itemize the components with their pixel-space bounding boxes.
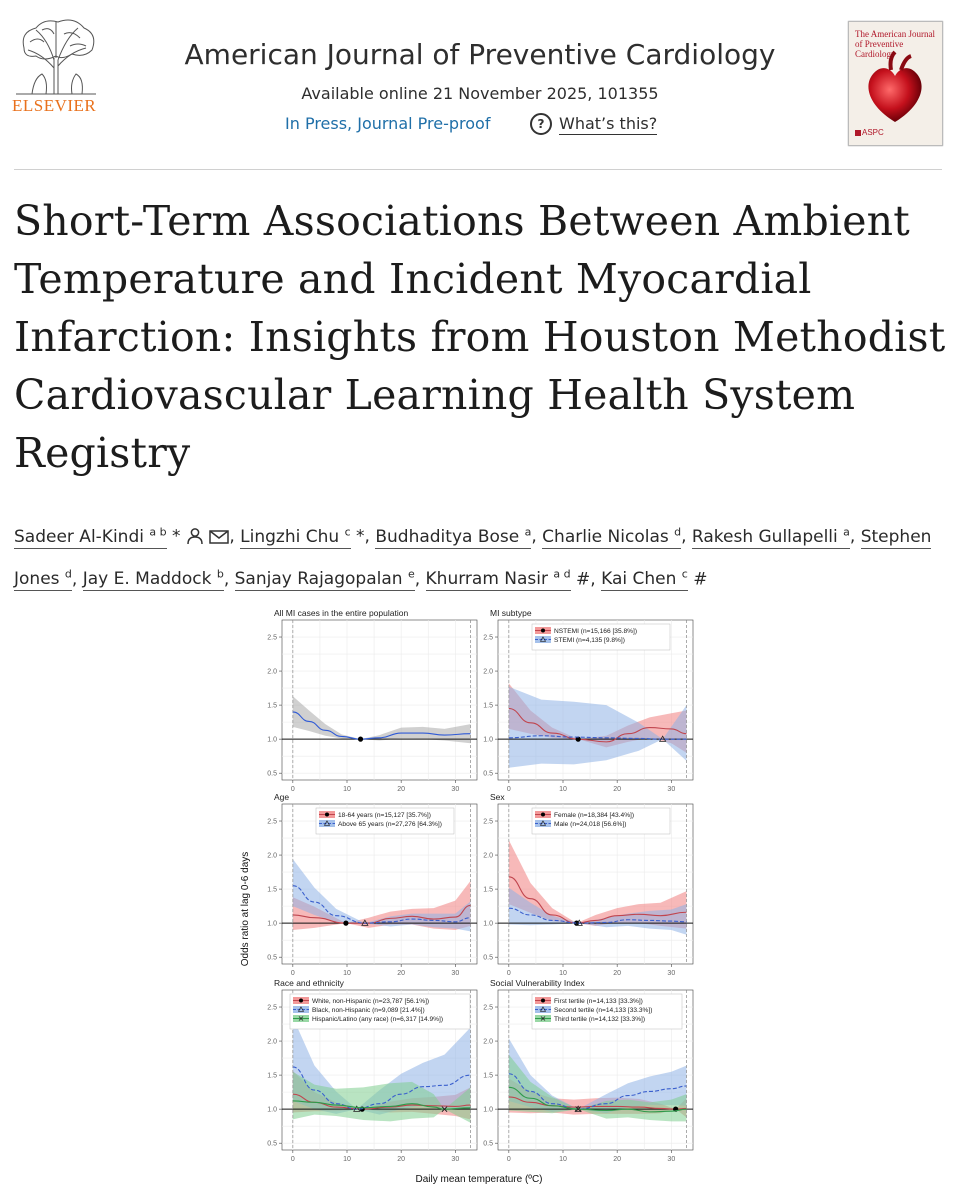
author-name[interactable]: Jay E. Maddock $^b$	[82, 567, 224, 590]
affiliation-marker[interactable]: a	[524, 525, 532, 538]
author-1[interactable]	[14, 527, 229, 549]
panel-5	[267, 978, 477, 1163]
legend-label: Above 65 years (n=27,276 [64.3%])	[338, 821, 442, 828]
y-axis-label: Odds ratio at lag 0-6 days	[240, 851, 251, 967]
y-tick-label: 2.0	[483, 852, 493, 860]
panel-title: Sex	[490, 792, 505, 802]
panel-title: All MI cases in the entire population	[274, 608, 409, 618]
legend-label: NSTEMI (n=15,166 [35.8%])	[554, 628, 638, 635]
email-icon[interactable]	[209, 529, 229, 545]
author-name[interactable]: Kai Chen $^c$	[601, 567, 688, 590]
x-tick-label: 10	[343, 1156, 351, 1163]
author-note-marker: *	[350, 526, 365, 547]
whats-this-link[interactable]: What’s this?	[559, 114, 658, 133]
y-tick-label: 0.5	[483, 1140, 493, 1148]
affiliation-marker[interactable]: c	[681, 567, 688, 581]
x-tick-label: 10	[343, 786, 351, 793]
author-note-marker: #	[570, 569, 591, 590]
online-date: Available online 21 November 2025, 101355	[301, 84, 659, 103]
panel-title: Race and ethnicity	[274, 978, 344, 988]
legend-marker	[541, 999, 545, 1003]
y-tick-label: 2.0	[483, 668, 493, 676]
x-tick-label: 0	[290, 970, 295, 977]
legend-label: Hispanic/Latino (any race) (n=6,317 [14.9%])	[312, 1016, 444, 1023]
y-tick-label: 1.0	[267, 1106, 277, 1114]
y-tick-label: 2.5	[483, 818, 493, 826]
y-tick-label: 2.5	[267, 634, 277, 642]
in-press-link[interactable]: In Press, Journal Pre-proof	[285, 114, 491, 133]
panel-1	[267, 608, 477, 793]
y-tick-label: 2.5	[483, 634, 493, 642]
author-note-marker: *	[166, 526, 181, 547]
y-tick-label: 1.0	[483, 1106, 493, 1114]
y-tick-label: 1.0	[267, 736, 277, 744]
cover-badge: ASPC	[862, 128, 884, 137]
author-name[interactable]: Charlie Nicolas $^d$	[542, 525, 682, 547]
panel-3	[267, 792, 477, 977]
affiliation-marker[interactable]: d	[64, 567, 72, 581]
panel-4	[483, 792, 693, 977]
x-tick-label: 10	[559, 1156, 567, 1163]
x-tick-label: 30	[667, 1156, 676, 1163]
x-tick-label: 20	[613, 970, 622, 977]
legend-marker	[541, 813, 545, 817]
author-name[interactable]: Sadeer Al-Kindi $^{a b}$	[14, 525, 167, 547]
y-tick-label: 1.5	[483, 1072, 493, 1080]
x-tick-label: 30	[451, 1156, 460, 1163]
legend-marker	[541, 629, 545, 633]
author-name[interactable]: Stephen Jones $^d$	[14, 526, 932, 590]
person-icon[interactable]	[186, 527, 204, 545]
x-tick-label: 20	[397, 970, 406, 977]
x-tick-label: 30	[451, 786, 460, 793]
affiliation-marker[interactable]: c	[344, 525, 351, 538]
author-name[interactable]: Sanjay Rajagopalan $^e$	[234, 567, 415, 590]
author-5[interactable]	[692, 527, 850, 549]
affiliation-marker[interactable]: a	[843, 525, 850, 538]
legend-marker	[325, 813, 329, 817]
author-4[interactable]	[542, 527, 681, 549]
y-tick-label: 2.0	[267, 852, 277, 860]
x-tick-label: 30	[451, 970, 460, 977]
legend-label: Second tertile (n=14,133 [33.3%])	[554, 1007, 653, 1014]
y-tick-label: 0.5	[267, 770, 277, 778]
panel-title: MI subtype	[490, 608, 532, 618]
cover-title: The American Journal of Preventive Cardiology	[855, 29, 935, 59]
author-name[interactable]: Budhaditya Bose $^a$	[375, 525, 532, 547]
graphical-abstract-figure[interactable]	[236, 604, 726, 1190]
y-tick-label: 2.0	[483, 1038, 493, 1046]
affiliation-marker[interactable]: a d	[553, 567, 571, 581]
panel-2	[483, 608, 693, 793]
y-tick-label: 0.5	[267, 1140, 277, 1148]
y-tick-label: 0.5	[267, 954, 277, 962]
journal-cover-thumbnail[interactable]	[848, 21, 943, 146]
heart-illustration	[849, 22, 942, 145]
x-tick-label: 10	[559, 970, 567, 977]
y-tick-label: 2.0	[267, 668, 277, 676]
panel-title: Social Vulnerability Index	[490, 978, 585, 988]
x-tick-label: 0	[290, 1156, 295, 1163]
x-tick-label: 10	[343, 970, 351, 977]
x-tick-label: 0	[290, 786, 295, 793]
x-tick-label: 20	[613, 786, 622, 793]
author-8[interactable]	[235, 569, 415, 591]
journal-title[interactable]: American Journal of Preventive Cardiology	[184, 38, 776, 71]
journal-header	[0, 0, 960, 170]
x-tick-label: 10	[559, 786, 567, 793]
legend-label: Black, non-Hispanic (n=9,089 [21.4%])	[312, 1007, 425, 1014]
legend-label: First tertile (n=14,133 [33.3%])	[554, 998, 643, 1005]
affiliation-marker[interactable]: e	[407, 567, 415, 581]
x-tick-label: 20	[397, 786, 406, 793]
y-tick-label: 1.5	[267, 1072, 277, 1080]
y-tick-label: 0.5	[483, 770, 493, 778]
y-tick-label: 1.0	[483, 736, 493, 744]
x-tick-label: 30	[667, 786, 676, 793]
panel-6	[483, 978, 693, 1163]
legend-label: 18-64 years (n=15,127 [35.7%])	[338, 812, 431, 819]
affiliation-marker[interactable]: d	[674, 525, 682, 538]
legend-label: Male (n=24,018 [56.6%])	[554, 821, 627, 828]
y-tick-label: 1.0	[483, 920, 493, 928]
y-tick-label: 1.0	[267, 920, 277, 928]
author-7[interactable]	[83, 569, 224, 591]
panel-title: Age	[274, 792, 290, 802]
x-tick-label: 0	[506, 1156, 511, 1163]
author-name[interactable]: Khurram Nasir $^{a d}$	[425, 567, 571, 590]
author-3[interactable]	[375, 527, 531, 549]
author-2[interactable]	[240, 527, 364, 549]
legend-label: Female (n=18,384 [43.4%])	[554, 812, 635, 819]
author-name[interactable]: Lingzhi Chu $^c$	[240, 525, 351, 547]
publisher-name[interactable]: ELSEVIER	[12, 96, 97, 115]
y-tick-label: 0.5	[483, 954, 493, 962]
y-tick-label: 2.0	[267, 1038, 277, 1046]
x-tick-label: 0	[506, 786, 511, 793]
affiliation-marker[interactable]: b	[216, 567, 224, 581]
legend-marker	[299, 999, 303, 1003]
y-tick-label: 1.5	[483, 886, 493, 894]
legend-label: Third tertile (n=14,132 [33.3%])	[554, 1016, 646, 1023]
author-10[interactable]	[601, 569, 707, 591]
affiliation-marker[interactable]: a b	[149, 525, 167, 538]
question-icon[interactable]: ?	[530, 113, 552, 135]
x-tick-label: 20	[613, 1156, 622, 1163]
y-tick-label: 2.5	[483, 1004, 493, 1012]
author-note-marker: #	[687, 569, 708, 590]
y-tick-label: 1.5	[267, 886, 277, 894]
legend-label: STEMI (n=4,135 [9.8%])	[554, 637, 625, 644]
author-list: Sadeer Al-Kindi $^{a b}$ * , Lingzhi Chu $^c$ *, Budhaditya Bose $^a$, Charlie Nicolas $^d$, Rakesh Gullapelli $^a$, Stephen Jones $^d$, Jay E. Maddock $^b$, Sanjay Rajagopalan $^e$, Khurram Nasir $^{a d}$ #, Kai Chen $^c$ #	[14, 525, 932, 590]
y-tick-label: 1.5	[267, 702, 277, 710]
y-tick-label: 1.5	[483, 702, 493, 710]
author-name[interactable]: Rakesh Gullapelli $^a$	[691, 525, 850, 547]
x-tick-label: 30	[667, 970, 676, 977]
article-title: Short-Term Associations Between Ambient Temperature and Incident Myocardial Infarction: Insights from Houston Methodist Cardiovascular Learning Health System Registry	[14, 197, 946, 477]
legend-label: White, non-Hispanic (n=23,787 [56.1%])	[312, 998, 430, 1005]
y-tick-label: 2.5	[267, 1004, 277, 1012]
x-tick-label: 20	[397, 1156, 406, 1163]
header-divider	[14, 169, 942, 170]
x-tick-label: 0	[506, 970, 511, 977]
reference-marker	[358, 737, 363, 742]
x-axis-label: Daily mean temperature (ºC)	[415, 1174, 543, 1185]
author-9[interactable]	[426, 569, 591, 591]
reference-marker	[343, 921, 348, 926]
y-tick-label: 2.5	[267, 818, 277, 826]
